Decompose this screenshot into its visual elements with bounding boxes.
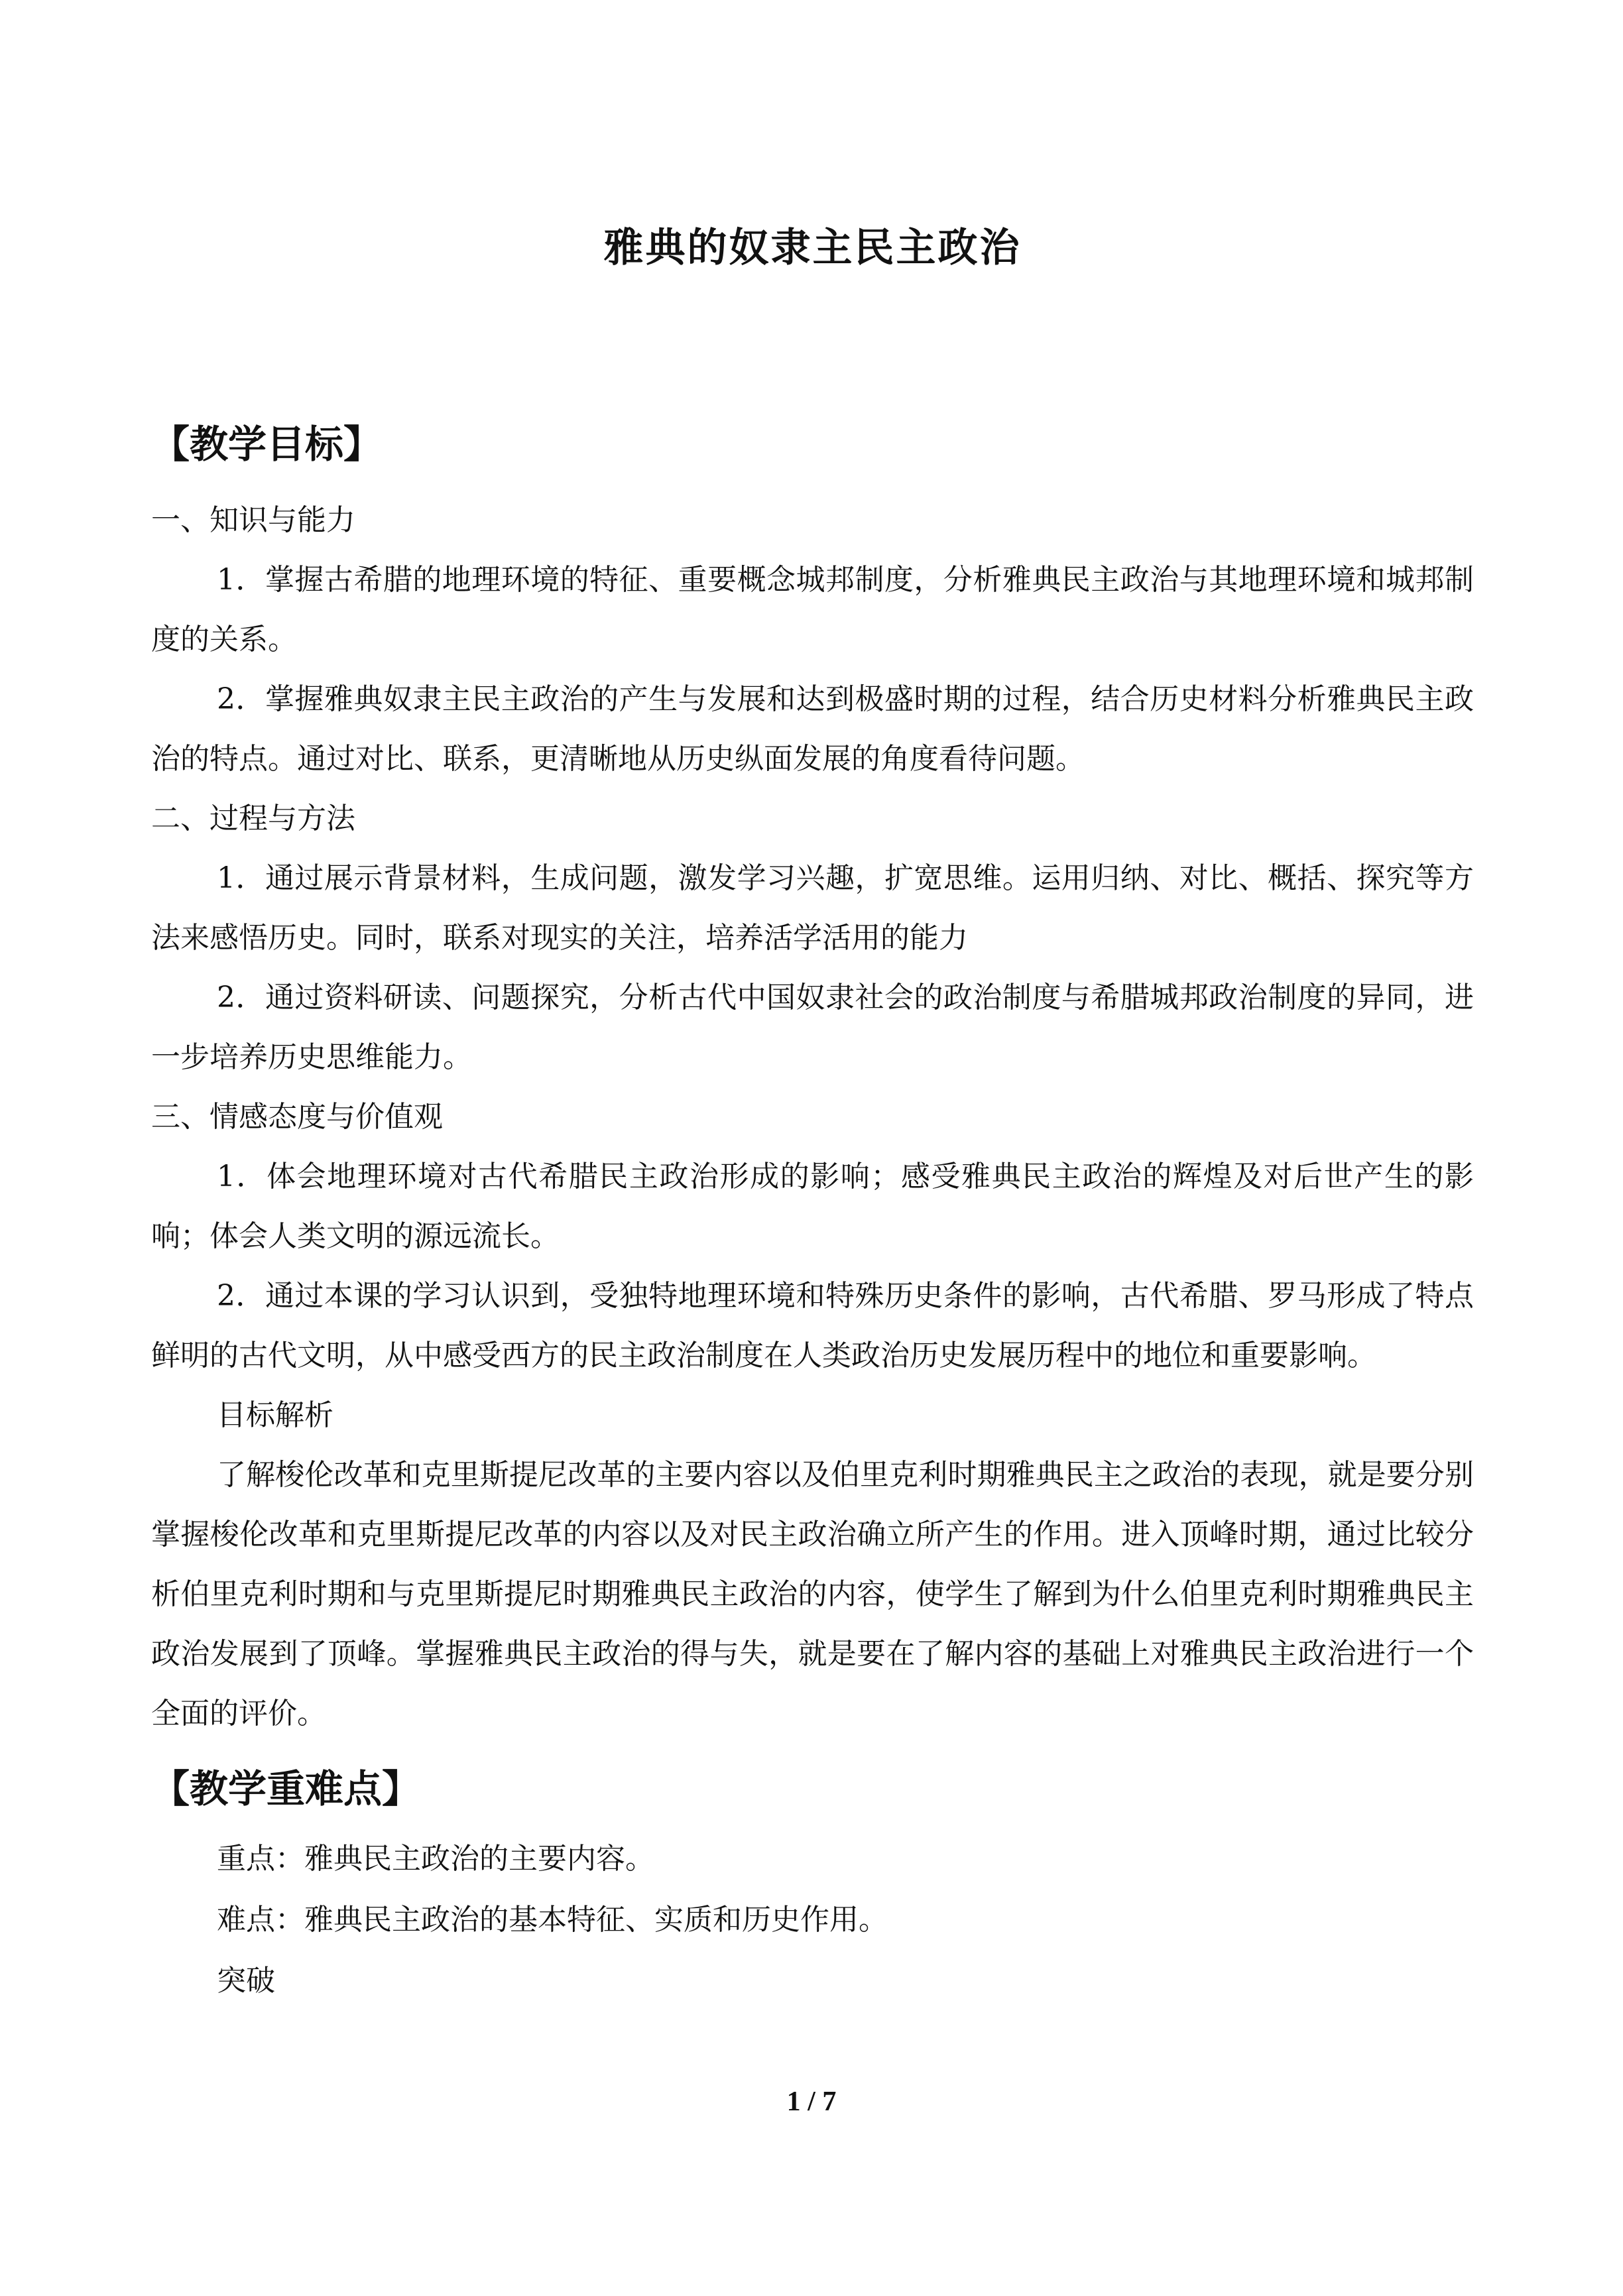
process-method-subheading: 二、过程与方法 [151, 802, 355, 835]
key-difficult-points-heading: 【教学重难点】 [151, 1766, 421, 1811]
key-breakthrough-line: 突破 [217, 1964, 275, 1998]
emotion-paragraph-1: 1．体会地理环境对古代希腊民主政治形成的影响；感受雅典民主政治的辉煌及对后世产生的影响；体会人类文明的源远流长。 [151, 1160, 1474, 1253]
knowledge-ability-subheading: 一、知识与能力 [151, 503, 355, 537]
key-difficulty-line: 难点：雅典民主政治的基本特征、实质和历史作用。 [217, 1903, 888, 1937]
key-points-list [151, 1829, 1474, 2012]
objective-analysis-subheading: 目标解析 [217, 1398, 333, 1432]
key-focus-line: 重点：雅典民主政治的主要内容。 [217, 1842, 654, 1876]
process-paragraph-1: 1．通过展示背景材料，生成问题，激发学习兴趣，扩宽思维。运用归纳、对比、概括、探究等方法来感悟历史。同时，联系对现实的关注，培养活学活用的能力 [151, 861, 1474, 955]
knowledge-paragraph-2: 2．掌握雅典奴隶主民主政治的产生与发展和达到极盛时期的过程，结合历史材料分析雅典民主政治的特点。通过对比、联系，更清晰地从历史纵面发展的角度看待问题。 [151, 682, 1474, 776]
page-number: 1 / 7 [786, 2086, 837, 2117]
emotion-paragraph-2: 2．通过本课的学习认识到，受独特地理环境和特殊历史条件的影响，古代希腊、罗马形成了特点鲜明的古代文明，从中感受西方的民主政治制度在人类政治历史发展历程中的地位和重要影响。 [151, 1279, 1474, 1372]
knowledge-paragraph-1: 1．掌握古希腊的地理环境的特征、重要概念城邦制度，分析雅典民主政治与其地理环境和城邦制度的关系。 [151, 563, 1474, 656]
teaching-objectives-section [151, 416, 1474, 1744]
document-title: 雅典的奴隶主民主政治 [603, 225, 1022, 271]
process-paragraph-2: 2．通过资料研读、问题探究，分析古代中国奴隶社会的政治制度与希腊城邦政治制度的异同，进一步培养历史思维能力。 [151, 981, 1474, 1074]
teaching-objectives-heading: 【教学目标】 [151, 422, 383, 467]
objective-analysis-paragraph: 了解梭伦改革和克里斯提尼改革的主要内容以及伯里克利时期雅典民主之政治的表现，就是要分别掌握梭伦改革和克里斯提尼改革的内容以及对民主政治确立所产生的作用。进入顶峰时期，通过比较分析伯里克利时期和与克里斯提尼时期雅典民主政治的内容，使学生了解到为什么伯里克利时期雅典民主政治发展到了顶峰。掌握雅典民主政治的得与失，就是要在了解内容的基础上对雅典民主政治进行一个全面的评价。 [151, 1458, 1474, 1730]
key-difficult-points-section [151, 1761, 1474, 2012]
emotion-values-subheading: 三、情感态度与价值观 [151, 1100, 443, 1134]
